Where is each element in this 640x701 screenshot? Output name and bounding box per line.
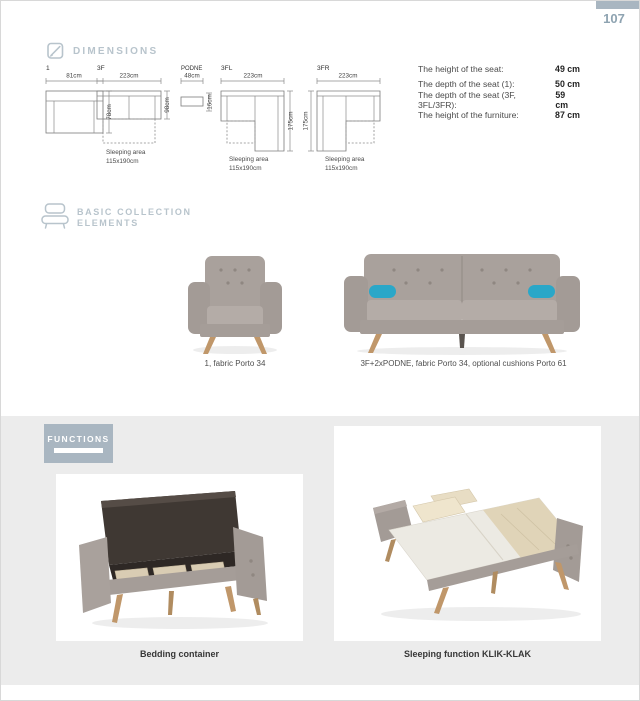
svg-text:223cm: 223cm: [243, 72, 263, 80]
svg-text:3FL: 3FL: [221, 65, 233, 72]
svg-text:223cm: 223cm: [119, 72, 139, 80]
bedding-container-caption: Bedding container: [139, 649, 219, 659]
sleeping-function-photo: [343, 436, 593, 631]
sofa-photo: [336, 248, 588, 356]
measurement-label: The height of the seat:: [418, 63, 504, 74]
svg-text:115x190cm: 115x190cm: [229, 165, 262, 172]
measurement-row: [418, 89, 580, 110]
page-number: 107: [603, 11, 625, 26]
measurement-row: [418, 61, 580, 77]
collection-title: [77, 207, 192, 229]
svg-text:48cm: 48cm: [184, 72, 200, 80]
measurement-label: The depth of the seat (3F, 3FL/3FR):: [418, 89, 516, 110]
sleeping-function-card: [334, 426, 601, 641]
sofa-icon: [39, 202, 71, 230]
measurement-label: The height of the furniture:: [418, 110, 519, 121]
sofa-caption: 3F+2xPODNE, fabric Porto 34, optional cushions Porto 61: [360, 359, 567, 368]
measurement-value: 59 cm: [555, 89, 569, 110]
svg-text:1: 1: [46, 65, 50, 72]
bedding-container-card: [56, 474, 303, 641]
armchair-photo: [181, 248, 289, 356]
measurement-row: [418, 108, 580, 124]
sofa-3fr-top-view-drawing: [301, 61, 387, 173]
sofa-3fl-top-view-drawing: [219, 61, 305, 173]
functions-badge-underline: [54, 448, 103, 453]
measurement-value: 49 cm: [555, 63, 580, 74]
bedding-container-photo: [65, 483, 295, 633]
collection-title-line2: ELEMENTS: [77, 218, 139, 228]
svg-text:PODNE: PODNE: [181, 66, 203, 72]
bolster-cushion-right: [528, 285, 555, 298]
svg-text:223cm: 223cm: [338, 72, 358, 80]
measurement-label: The depth of the seat (1):: [418, 79, 515, 90]
svg-text:98cm: 98cm: [164, 97, 171, 113]
sofa-3f-top-view-drawing: [95, 61, 177, 171]
page-corner-tab: [596, 1, 640, 9]
svg-text:Sleeping area: Sleeping area: [229, 156, 269, 163]
functions-badge: [44, 424, 113, 463]
svg-text:Sleeping area: Sleeping area: [325, 156, 365, 163]
svg-text:3FR: 3FR: [317, 65, 330, 72]
measurement-list: [418, 61, 580, 123]
svg-text:175cm: 175cm: [287, 111, 295, 131]
svg-text:115x190cm: 115x190cm: [325, 165, 358, 172]
pencil-icon: [46, 41, 66, 61]
armchair-caption: 1, fabric Porto 34: [204, 359, 266, 368]
measurement-value: 87 cm: [555, 110, 580, 121]
svg-text:Sleeping area: Sleeping area: [106, 149, 146, 156]
dimensions-title: DIMENSIONS: [73, 46, 159, 57]
svg-text:81cm: 81cm: [66, 72, 82, 80]
svg-text:3F: 3F: [97, 65, 105, 72]
svg-text:16cm: 16cm: [206, 94, 214, 110]
collection-title-line1: BASIC COLLECTION: [77, 207, 192, 217]
sleeping-function-caption: Sleeping function KLIK-KLAK: [404, 649, 531, 659]
bolster-cushion-left: [369, 285, 396, 298]
podne-cushion-drawing: [180, 61, 220, 131]
functions-badge-label: FUNCTIONS: [47, 434, 110, 444]
measurement-value: 50 cm: [555, 79, 580, 90]
svg-text:175cm: 175cm: [302, 111, 310, 131]
svg-text:78cm: 78cm: [106, 104, 113, 120]
svg-text:115x190cm: 115x190cm: [106, 158, 139, 165]
